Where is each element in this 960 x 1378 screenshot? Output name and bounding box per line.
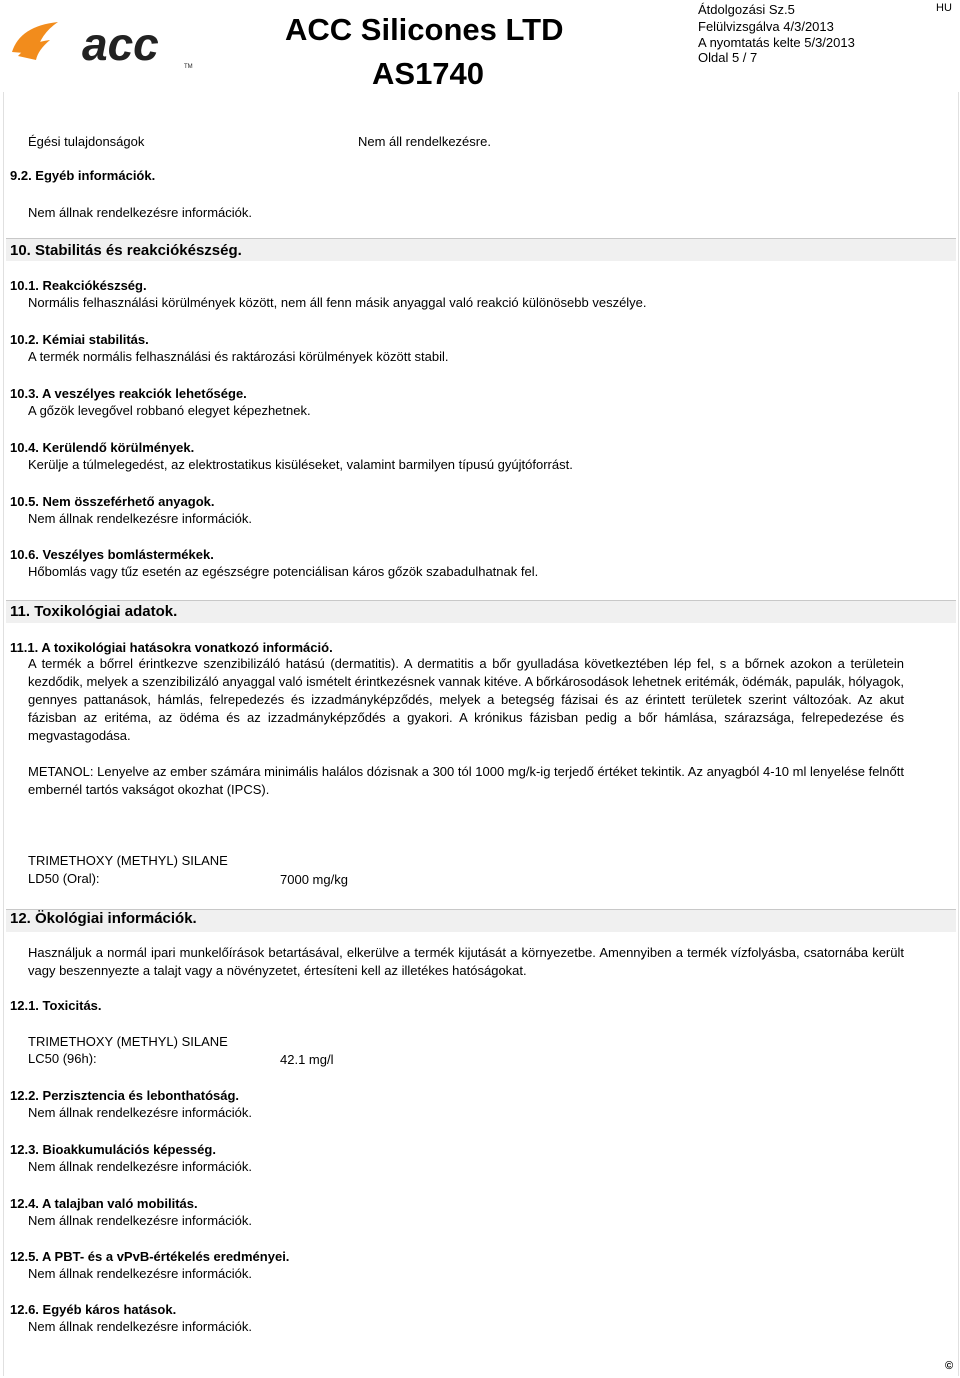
print-date: A nyomtatás kelte 5/3/2013 <box>698 35 855 50</box>
section-heading: 10.4. Kerülendő körülmények. <box>10 440 195 455</box>
revision-number: Átdolgozási Sz.5 <box>698 2 795 17</box>
section-band-title: 10. Stabilitás és reakciókészség. <box>10 242 242 259</box>
logo <box>10 12 195 74</box>
section-heading: 12.4. A talajban való mobilitás. <box>10 1196 198 1211</box>
section-heading: 10.1. Reakciókészség. <box>10 278 147 293</box>
fire-properties-value: Nem áll rendelkezésre. <box>358 134 491 149</box>
section-heading: 12.3. Bioakkumulációs képesség. <box>10 1142 216 1157</box>
section-text: Nem állnak rendelkezésre információk. <box>28 511 252 526</box>
tox-substance: TRIMETHOXY (METHYL) SILANE <box>28 853 228 868</box>
eco-paragraph: Használjuk a normál ipari munkelőírások betartásával, elkerülve a termék kijutását a környezetbe. Amennyiben a termék vízfolyásba, csatornába került vagy beszennyezte a talajt vagy a növényzetet, értesíteni kell az illetékes hatóságokat. <box>28 945 904 978</box>
section-text: A termék normális felhasználási és raktározási körülmények között stabil. <box>28 349 449 364</box>
section-band-11 <box>6 600 956 623</box>
tox-methanol-paragraph: METANOL: Lenyelve az ember számára minimális halálos dózisnak a 300 tól 1000 mg/k-ig terjedő értéket tekintik. Az anyagból 4-10 ml lenyelése felnőtt embernél tartós vakságot okozhat (IPCS). <box>28 764 904 797</box>
section-heading: 10.5. Nem összeférhető anyagok. <box>10 494 215 509</box>
acc-logo-icon <box>10 12 195 74</box>
section-heading: 10.3. A veszélyes reakciók lehetősége. <box>10 386 247 401</box>
section-band-12 <box>6 909 956 932</box>
language-code: HU <box>936 2 952 14</box>
company-name: ACC Silicones LTD <box>285 12 564 47</box>
section-text: Kerülje a túlmelegedést, az elektrostatikus kisüléseket, valamint barmilyen típusú gyújtóforrást. <box>28 457 573 472</box>
eco-substance: TRIMETHOXY (METHYL) SILANE <box>28 1034 228 1049</box>
section-text: Nem állnak rendelkezésre információk. <box>28 1319 252 1334</box>
section-heading: 9.2. Egyéb információk. <box>10 168 156 183</box>
product-code: AS1740 <box>372 56 485 91</box>
section-text: Hőbomlás vagy tűz esetén az egészségre potenciálisan káros gőzök szabadulhatnak fel. <box>28 564 539 579</box>
page-number: Oldal 5 / 7 <box>698 50 758 65</box>
section-band-title: 11. Toxikológiai adatok. <box>10 603 178 620</box>
section-heading: 12.1. Toxicitás. <box>10 998 102 1013</box>
svg-text:TM: TM <box>184 64 193 70</box>
svg-text:acc: acc <box>82 18 159 70</box>
eco-lc50-value: 42.1 mg/l <box>280 1052 334 1067</box>
section-text: A gőzök levegővel robbanó elegyet képezhetnek. <box>28 403 311 418</box>
fire-properties-label: Égési tulajdonságok <box>28 134 145 149</box>
section-text: Nem állnak rendelkezésre információk. <box>28 1213 252 1228</box>
tox-paragraph: A termék a bőrrel érintkezve szenzibilizáló hatású (dermatitis). A dermatitis a bőr gyulladása következtében lép fel, s a bőrnek azokon a területein kezdődik, melyek a szenzibilizáló anyaggal való ismételt érintkezésnek vannak kitéve. A bőrkárosodások lehetnek eritémák, ödémák, papulák, hólyagok, gennyes pattanások, hámlás, felrepedezés és izzadmányképződés, melyek a betegség fázisai és az érintett területek szerint változóak. Az akut fázisban az eritéma, az ödéma és az izzadmányképződés a gyakori. A krónikus fázisban pedig a bőr hámlása, szárazsága, felrepedezése és megvastagodása. <box>28 656 904 743</box>
tox-ld50-value: 7000 mg/kg <box>280 872 348 887</box>
section-text: Nem állnak rendelkezésre információk. <box>28 1105 252 1120</box>
section-band-title: 12. Ökológiai információk. <box>10 910 197 927</box>
tox-ld50-label: LD50 (Oral): <box>28 871 100 886</box>
section-heading: 11.1. A toxikológiai hatásokra vonatkozó információ. <box>10 640 333 655</box>
section-text: Nem állnak rendelkezésre információk. <box>28 205 252 220</box>
section-heading: 10.6. Veszélyes bomlástermékek. <box>10 547 214 562</box>
eco-lc50-label: LC50 (96h): <box>28 1051 97 1066</box>
section-heading: 10.2. Kémiai stabilitás. <box>10 332 149 347</box>
section-heading: 12.6. Egyéb káros hatások. <box>10 1302 177 1317</box>
section-heading: 12.5. A PBT- és a vPvB-értékelés eredményei. <box>10 1249 290 1264</box>
section-heading: 12.2. Perzisztencia és lebonthatóság. <box>10 1088 240 1103</box>
section-text: Nem állnak rendelkezésre információk. <box>28 1159 252 1174</box>
section-text: Normális felhasználási körülmények között, nem áll fenn másik anyaggal való reakció különösebb veszélye. <box>28 295 647 310</box>
review-date: Felülvizsgálva 4/3/2013 <box>698 19 834 34</box>
section-band-10 <box>6 238 956 261</box>
copyright-icon: © <box>945 1360 954 1372</box>
section-text: Nem állnak rendelkezésre információk. <box>28 1266 252 1281</box>
